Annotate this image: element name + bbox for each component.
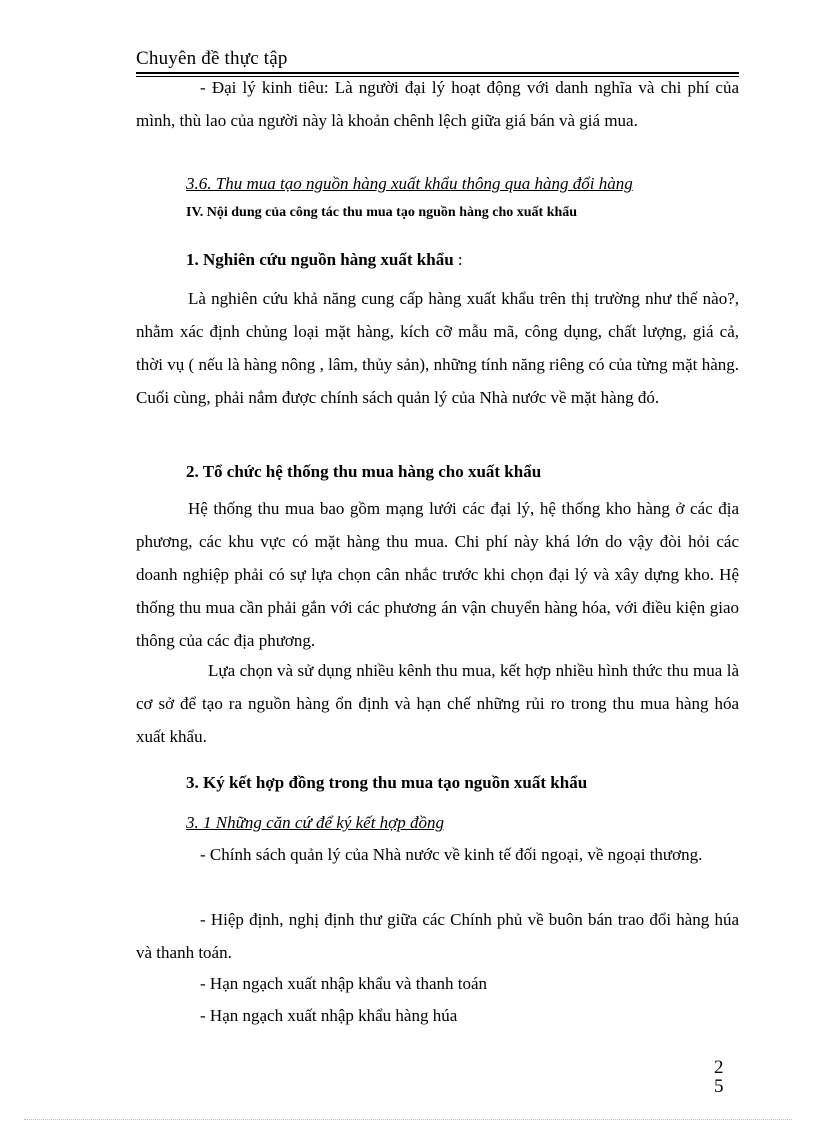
section-3-heading: 3. Ký kết hợp đồng trong thu mua tạo nguồn xuất khẩu [186,773,588,792]
footer-dotted-rule [24,1119,792,1120]
page-number-digit-1: 2 [714,1057,724,1078]
section-1-heading-tail: : [453,250,463,269]
section-3-1-heading: 3. 1 Những căn cứ để ký kết hợp đồng [186,813,444,832]
intro-paragraph: - Đại lý kinh tiêu: Là người đại lý hoạt động với danh nghĩa và chi phí của mình, thù lao của người này là khoản chênh lệch giữa giá bán và giá mua. [136,78,739,130]
section-3-item-3: - Hạn ngạch xuất nhập khẩu và thanh toán [200,974,488,993]
section-1-paragraph: Là nghiên cứu khả năng cung cấp hàng xuất khẩu trên thị trường như thế nào?, nhằm xác định chủng loại mặt hàng, kích cỡ mẫu mã, công dụng, chất lượng, giá cả, thời vụ ( nếu là hàng nông , lâm, thủy sản), những tính năng riêng có của từng mặt hàng. Cuối cùng, phải nắm được chính sách quản lý của Nhà nước về mặt hàng đó. [136,289,739,407]
section-3-6-heading: 3.6. Thu mua tạo nguồn hàng xuất khẩu thông qua hàng đổi hàng [186,174,633,193]
section-2-paragraph-1: Hệ thống thu mua bao gồm mạng lưới các đại lý, hệ thống kho hàng ở các địa phương, các khu vực có mặt hàng thu mua. Chi phí này khá lớn do vậy đòi hỏi các doanh nghiệp phải có sự lựa chọn cân nhắc trước khi chọn đại lý và xây dựng kho. Hệ thống thu mua cần phải gắn với các phương án vận chuyển hàng hóa, với điều kiện giao thông của các địa phương. [136,499,739,650]
header-title: Chuyên đề thực tập [136,48,288,69]
section-1-heading-text: 1. Nghiên cứu nguồn hàng xuất khẩu [186,250,454,269]
section-3-item-1: - Chính sách quản lý của Nhà nước về kinh tế đối ngoại, về ngoại thương. [200,845,703,864]
section-2-heading: 2. Tổ chức hệ thống thu mua hàng cho xuất khẩu [186,462,542,481]
section-3-item-2: - Hiệp định, nghị định thư giữa các Chính phủ về buôn bán trao đổi hàng húa và thanh toán. [136,910,739,962]
page-number-digit-2: 5 [714,1076,724,1097]
section-3-item-4: - Hạn ngạch xuất nhập khẩu hàng húa [200,1006,458,1025]
section-1-heading [186,250,463,270]
section-iv-heading: IV. Nội dung của công tác thu mua tạo nguồn hàng cho xuất khẩu [186,205,578,220]
section-2-paragraph-2: Lựa chọn và sử dụng nhiều kênh thu mua, kết hợp nhiều hình thức thu mua là cơ sở để tạo ra nguồn hàng ổn định và hạn chế những rủi ro trong thu mua hàng hóa xuất khẩu. [136,661,739,746]
